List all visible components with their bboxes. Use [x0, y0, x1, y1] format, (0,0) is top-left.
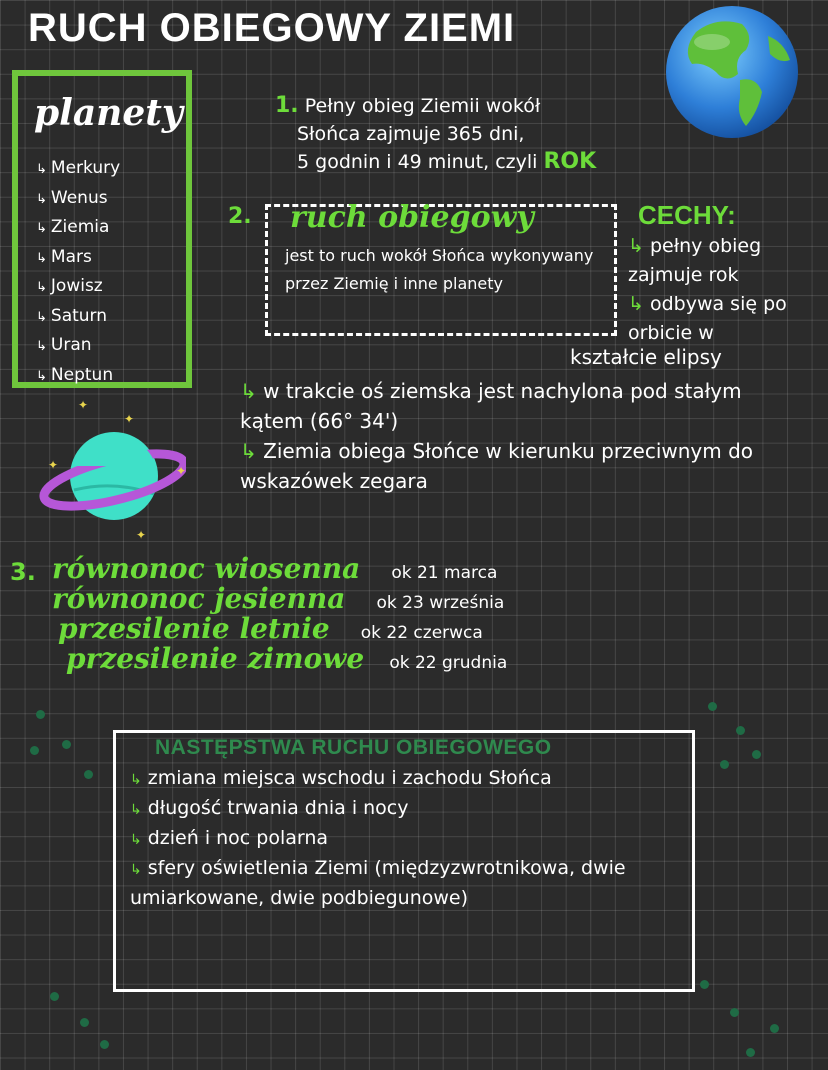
- decorative-dot: [746, 1048, 755, 1057]
- list-item: ↳ Ziemia: [36, 217, 110, 237]
- decorative-dot: [62, 740, 71, 749]
- list-item: ↳ Neptun: [36, 364, 114, 385]
- list-item: przesilenie letnie ok 22 czerwca: [58, 612, 483, 645]
- page-title: RUCH OBIEGOWY ZIEMI: [28, 6, 516, 50]
- arrow-bullet-icon: ↳: [130, 832, 142, 848]
- list-item: ↳ Uran: [36, 335, 92, 355]
- definition-text: jest to ruch wokół Słońca wykonywany przez Ziemię i inne planety: [285, 246, 594, 293]
- decorative-dot: [736, 726, 745, 735]
- sparkle-icon: ✦: [176, 464, 187, 478]
- features-header: CECHY:: [638, 200, 736, 230]
- decorative-dot: [720, 760, 729, 769]
- decorative-dot: [36, 710, 45, 719]
- decorative-dot: [100, 1040, 109, 1049]
- arrow-bullet-icon: ↳: [130, 862, 142, 878]
- arrow-bullet-icon: ↳: [628, 293, 644, 315]
- list-item: równonoc jesienna ok 23 września: [52, 582, 505, 615]
- list-item: ↳ Mars: [36, 246, 92, 267]
- arrow-bullet-icon: ↳: [130, 772, 142, 788]
- decorative-dot: [752, 750, 761, 759]
- list-item: ↳ Wenus: [36, 187, 108, 208]
- decorative-dot: [770, 1024, 779, 1033]
- list-item: ↳ zmiana miejsca wschodu i zachodu Słońca: [130, 767, 552, 789]
- consequences-list: [130, 764, 690, 912]
- sparkle-icon: ✦: [136, 528, 147, 542]
- arrow-bullet-icon: ↳: [36, 191, 47, 207]
- orbit-direction-note: ↳ Ziemia obiega Słońce w kierunku przeciwnym do wskazówek zegara: [240, 439, 754, 493]
- arrow-bullet-icon: ↳: [130, 802, 142, 818]
- point1-number: 1.: [275, 93, 299, 118]
- saturn-planet-icon: [36, 400, 186, 540]
- consequences-title: NASTĘPSTWA RUCHU OBIEGOWEGO: [155, 736, 552, 759]
- arrow-bullet-icon: ↳: [36, 280, 47, 295]
- decorative-dot: [84, 770, 93, 779]
- list-item: równonoc wiosenna ok 21 marca: [52, 552, 498, 585]
- arrow-bullet-icon: ↳: [36, 309, 47, 325]
- axis-tilt-note: ↳ w trakcie oś ziemska jest nachylona pod stałym kątem (66° 34'): [240, 379, 742, 433]
- arrow-bullet-icon: ↳: [36, 250, 47, 266]
- planets-list: [36, 154, 120, 390]
- point1-text: 1. Pełny obieg Ziemii wokół Słońca zajmuje 365 dni, 5 godnin i 49 minut, czyli ROK: [275, 93, 597, 174]
- sparkle-icon: ✦: [124, 412, 135, 426]
- decorative-dot: [50, 992, 59, 1001]
- features-list: ↳ pełny obieg zajmuje rok ↳ odbywa się po orbicie w: [628, 235, 787, 344]
- list-item: ↳ Jowisz: [36, 276, 103, 296]
- decorative-dot: [700, 980, 709, 989]
- point2-number: 2.: [228, 204, 252, 229]
- sparkle-icon: ✦: [78, 398, 89, 412]
- planets-header: planety: [34, 92, 183, 134]
- decorative-dot: [730, 1008, 739, 1017]
- list-item: ↳ sfery oświetlenia Ziemi (międzyzwrotnikowa, dwie umiarkowane, dwie podbiegunowe): [130, 857, 626, 909]
- list-item: przesilenie zimowe ok 22 grudnia: [66, 642, 508, 675]
- list-item: ↳ dzień i noc polarna: [130, 827, 329, 849]
- arrow-bullet-icon: ↳: [240, 439, 257, 463]
- arrow-bullet-icon: ↳: [36, 221, 47, 236]
- list-item: ↳ Merkury: [36, 158, 121, 178]
- decorative-dot: [80, 1018, 89, 1027]
- planets-box: [12, 70, 192, 388]
- arrow-bullet-icon: ↳: [628, 235, 644, 257]
- arrow-bullet-icon: ↳: [240, 379, 257, 403]
- arrow-bullet-icon: ↳: [36, 162, 47, 177]
- arrow-bullet-icon: ↳: [36, 339, 47, 354]
- rok-highlight: ROK: [543, 149, 597, 174]
- list-item: ↳ długość trwania dnia i nocy: [130, 797, 409, 819]
- list-item: ↳ Saturn: [36, 305, 108, 326]
- features-item2-continuation: kształcie elipsy: [570, 345, 722, 369]
- definition-title: ruch obiegowy: [290, 200, 534, 235]
- arrow-bullet-icon: ↳: [36, 368, 47, 384]
- decorative-dot: [708, 702, 717, 711]
- point3-number: 3.: [10, 558, 36, 586]
- decorative-dot: [30, 746, 39, 755]
- earth-globe-icon: [656, 2, 806, 142]
- sparkle-icon: ✦: [48, 458, 59, 472]
